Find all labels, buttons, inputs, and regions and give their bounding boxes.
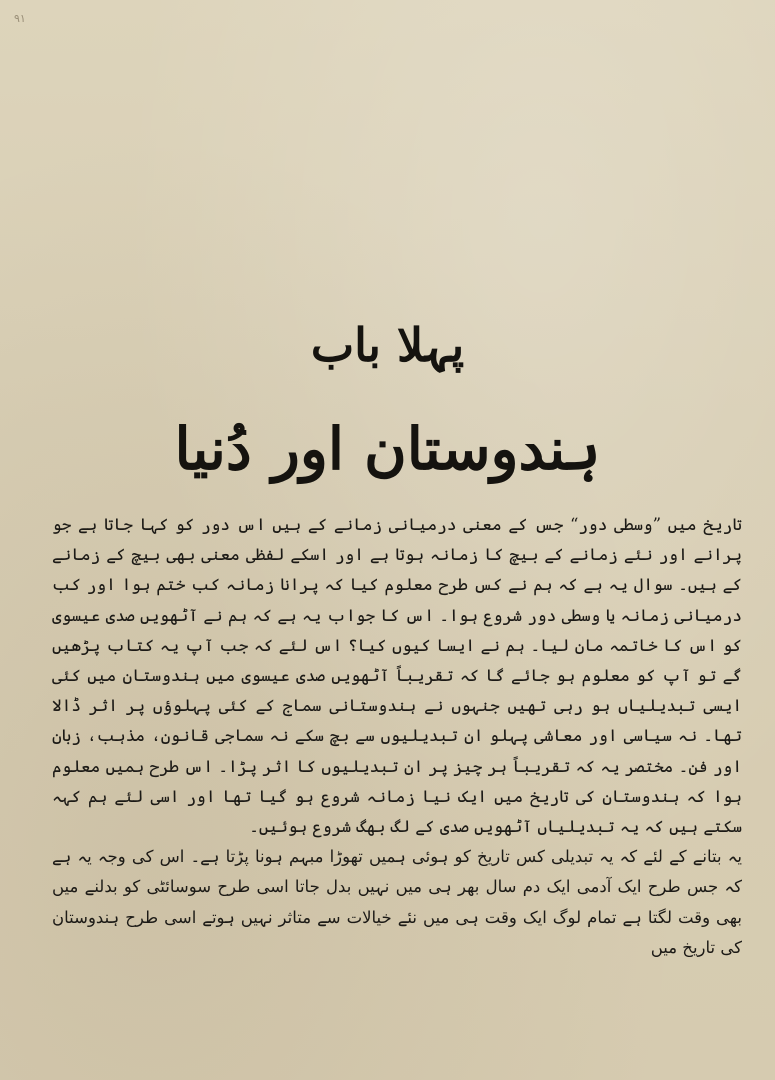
body-text	[52, 510, 742, 963]
paragraph-2: یہ بتانے کے لئے کہ یہ تبدیلی کس تاریخ کو ہوئی ہمیں تھوڑا مبہم ہونا پڑتا ہے۔ اس کی وجہ یہ ہے کہ جس طرح ایک آدمی ایک دم سال بھر ہی میں نہیں بدل جاتا اسی طرح سوسائٹی کو بدلنے میں بھی وقت لگتا ہے تمام لوگ ایک وقت ہی میں نئے خیالات سے متاثر نہیں ہوتے اسی طرح ہندوستان کی تاریخ میں	[52, 847, 742, 957]
paragraph-1: تاریخ میں ”وسطی دور“ جس کے معنی درمیانی زمانے کے ہیں اس دور کو کہا جاتا ہے جو پرانے اور نئے زمانے کے بیچ کا زمانہ ہوتا ہے اور اسکے لفظی معنی بھی بیچ کے زمانے کے ہیں۔ سوال یہ ہے کہ ہم نے کس طرح معلوم کیا کہ پرانا زمانہ کب ختم ہوا اور کب درمیانی زمانہ یا وسطی دور شروع ہوا۔ اس کا جواب یہ ہے کہ ہم نے آٹھویں صدی عیسوی کو اس کا خاتمہ مان لیا۔ ہم نے ایسا کیوں کیا؟ اس لئے کہ جب آپ یہ کتاب پڑھیں گے تو آپ کو معلوم ہو جائے گا کہ تقریباً آٹھویں صدی عیسوی میں ہندوستان میں کئی ایسی تبدیلیاں ہو رہی تھیں جنہوں نے ہندوستانی سماج کے کئی پہلوؤں پر اثر ڈالا تھا۔ نہ سیاسی اور معاشی پہلو ان تبدیلیوں سے بچ سکے نہ سماجی قانون، مذہب، زبان اور فن۔ مختصر یہ کہ تقریباً ہر چیز پر ان تبدیلیوں کا اثر پڑا۔ اس طرح ہمیں معلوم ہوا کہ ہندوستان کی تاریخ میں ایک نیا زمانہ شروع ہو گیا تھا اور اسی لئے ہم کہہ سکتے ہیں کہ یہ تبدیلیاں آٹھویں صدی کے لگ بھگ شروع ہوئیں۔	[52, 515, 742, 837]
chapter-title: ہندوستان اور دُنیا	[174, 415, 601, 483]
page-number: ۹۱	[14, 12, 26, 25]
chapter-label: پہلا باب	[310, 318, 465, 372]
